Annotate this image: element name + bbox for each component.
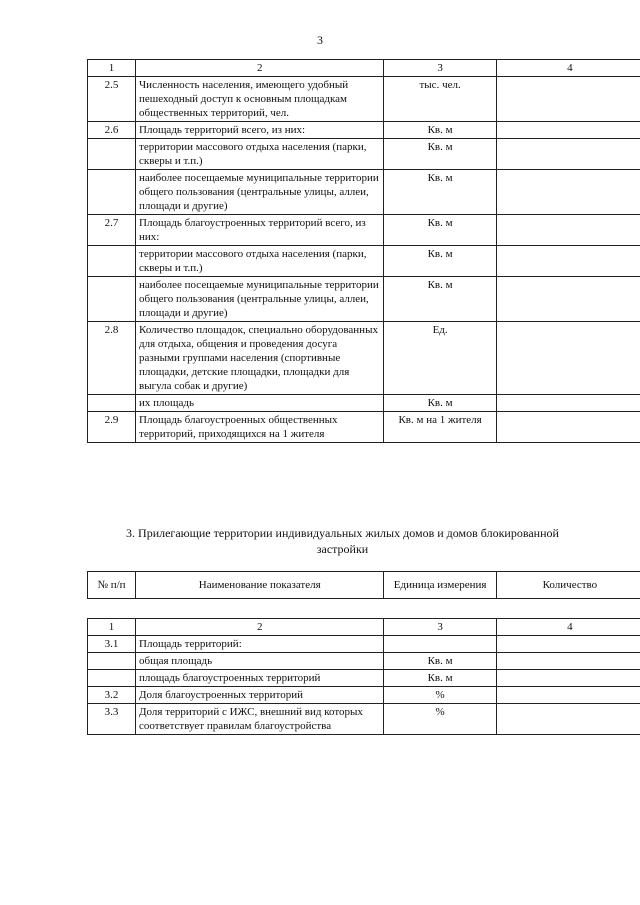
row-number — [88, 277, 136, 322]
table-row — [88, 77, 640, 122]
table-row — [88, 215, 640, 246]
indicator-name: Доля территорий с ИЖС, внешний вид которых соответствует правилам благоустройства — [136, 704, 384, 735]
column-header-name: Наименование показателя — [136, 572, 384, 599]
quantity — [496, 670, 640, 687]
row-number: 2.8 — [88, 322, 136, 395]
unit: Кв. м — [384, 246, 496, 277]
indicator-name: Доля благоустроенных территорий — [136, 687, 384, 704]
table-row — [88, 170, 640, 215]
quantity — [496, 122, 640, 139]
table-row — [88, 277, 640, 322]
unit: Кв. м — [384, 395, 496, 412]
row-number: 2.9 — [88, 412, 136, 443]
table-header-row — [88, 60, 640, 77]
unit: Кв. м — [384, 670, 496, 687]
quantity — [496, 322, 640, 395]
indicator-name: наиболее посещаемые муниципальные территории общего пользования (центральные улицы, аллеи, площади и другие) — [136, 170, 384, 215]
header-cell: 3 — [384, 60, 496, 77]
indicator-name: общая площадь — [136, 653, 384, 670]
indicator-name: территории массового отдыха населения (парки, скверы и т.п.) — [136, 246, 384, 277]
header-cell: 1 — [88, 619, 136, 636]
row-number: 3.2 — [88, 687, 136, 704]
section3-column-headers — [87, 571, 640, 599]
quantity — [496, 215, 640, 246]
unit: Кв. м — [384, 139, 496, 170]
indicator-name: Площадь благоустроенных территорий всего, из них: — [136, 215, 384, 246]
unit: Кв. м — [384, 277, 496, 322]
row-number — [88, 653, 136, 670]
row-number — [88, 170, 136, 215]
indicator-name: Количество площадок, специально оборудованных для отдыха, общения и проведения досуга разными группами населения (спортивные площадки, детские площадки, площадки для выгула собак и другие) — [136, 322, 384, 395]
header-cell: 2 — [136, 60, 384, 77]
unit: Кв. м — [384, 170, 496, 215]
table-row — [88, 704, 640, 735]
header-cell: 4 — [496, 619, 640, 636]
indicators-table-part-2 — [87, 59, 640, 443]
quantity — [496, 395, 640, 412]
quantity — [496, 636, 640, 653]
quantity — [496, 277, 640, 322]
quantity — [496, 170, 640, 215]
table-row — [88, 395, 640, 412]
quantity — [496, 139, 640, 170]
header-cell: 4 — [496, 60, 640, 77]
header-cell: 1 — [88, 60, 136, 77]
column-header-unit: Единица измерения — [384, 572, 496, 599]
unit: % — [384, 687, 496, 704]
unit: Кв. м — [384, 653, 496, 670]
column-header-quantity: Количество — [496, 572, 640, 599]
table-row — [88, 636, 640, 653]
table-row — [88, 122, 640, 139]
unit: Ед. — [384, 322, 496, 395]
indicator-name: Площадь территорий всего, из них: — [136, 122, 384, 139]
unit: Кв. м — [384, 215, 496, 246]
unit — [384, 636, 496, 653]
indicator-name: Площадь благоустроенных общественных территорий, приходящихся на 1 жителя — [136, 412, 384, 443]
table-row — [88, 322, 640, 395]
header-cell: 3 — [384, 619, 496, 636]
section-title: 3. Прилегающие территории индивидуальных жилых домов и домов блокированной застройки — [126, 526, 559, 556]
quantity — [496, 77, 640, 122]
unit: % — [384, 704, 496, 735]
quantity — [496, 653, 640, 670]
row-number — [88, 670, 136, 687]
row-number — [88, 246, 136, 277]
indicator-name: Численность населения, имеющего удобный пешеходный доступ к основным площадкам общественных территорий, чел. — [136, 77, 384, 122]
quantity — [496, 246, 640, 277]
page-number: 3 — [317, 33, 323, 47]
column-header-row — [88, 572, 640, 599]
row-number — [88, 139, 136, 170]
quantity — [496, 704, 640, 735]
quantity — [496, 412, 640, 443]
unit: тыс. чел. — [384, 77, 496, 122]
row-number: 2.7 — [88, 215, 136, 246]
row-number: 3.3 — [88, 704, 136, 735]
quantity — [496, 687, 640, 704]
table-row — [88, 687, 640, 704]
unit: Кв. м — [384, 122, 496, 139]
table-row — [88, 246, 640, 277]
table-row — [88, 412, 640, 443]
table-row — [88, 139, 640, 170]
row-number: 3.1 — [88, 636, 136, 653]
table-row — [88, 670, 640, 687]
table-header-row — [88, 619, 640, 636]
indicator-name: их площадь — [136, 395, 384, 412]
indicators-table-section-3 — [87, 618, 640, 735]
row-number — [88, 395, 136, 412]
indicator-name: Площадь территорий: — [136, 636, 384, 653]
column-header-number: № п/п — [88, 572, 136, 599]
indicator-name: наиболее посещаемые муниципальные территории общего пользования (центральные улицы, аллеи, площади и другие) — [136, 277, 384, 322]
row-number: 2.6 — [88, 122, 136, 139]
indicator-name: площадь благоустроенных территорий — [136, 670, 384, 687]
unit: Кв. м на 1 жителя — [384, 412, 496, 443]
indicator-name: территории массового отдыха населения (парки, скверы и т.п.) — [136, 139, 384, 170]
table-row — [88, 653, 640, 670]
row-number: 2.5 — [88, 77, 136, 122]
header-cell: 2 — [136, 619, 384, 636]
